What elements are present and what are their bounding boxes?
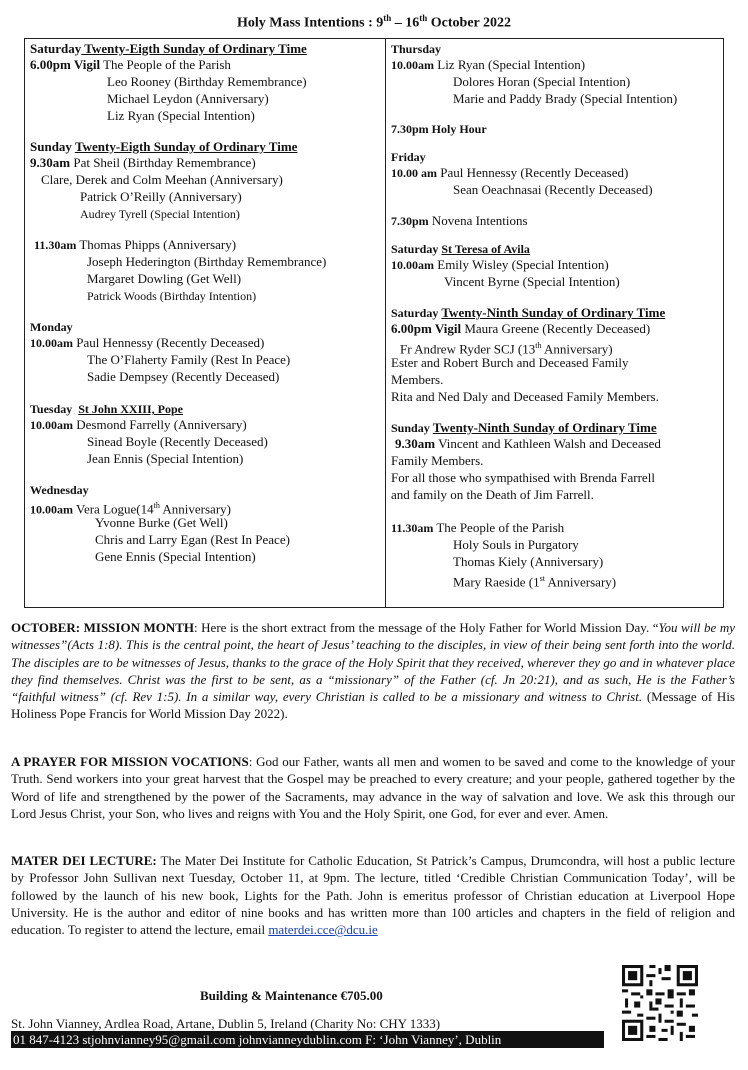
intention-line: 6.00pm Vigil Maura Greene (Recently Deceased) xyxy=(391,321,651,336)
intention-line: Jean Ennis (Special Intention) xyxy=(87,451,244,466)
sunday-heading: Sunday Twenty-Ninth Sunday of Ordinary Time xyxy=(391,420,657,435)
intention-line: Margaret Dowling (Get Well) xyxy=(87,271,242,286)
mission-heading: OCTOBER: MISSION MONTH xyxy=(11,620,195,635)
intention-line: 11.30am Thomas Phipps (Anniversary) xyxy=(34,237,237,252)
intention-line: Sean Oeachnasai (Recently Deceased) xyxy=(453,182,653,197)
intention-line: Dolores Horan (Special Intention) xyxy=(453,74,631,89)
mass-intentions-table xyxy=(24,38,724,608)
intention-line: 11.30am The People of the Parish xyxy=(391,520,565,535)
intention-line: Family Members. xyxy=(391,453,484,468)
novena-line: 7.30pm Novena Intentions xyxy=(391,213,528,228)
intention-line: 6.00pm Vigil The People of the Parish xyxy=(30,57,231,72)
intention-line: Ester and Robert Burch and Deceased Family xyxy=(391,355,629,370)
mission-month-paragraph: OCTOBER: MISSION MONTH: Here is the short extract from the message of the Holy Father for World Mission Day. “You will be my witnesses”(Acts 1:8). This is the central point, the heart of Jesus’ teaching to the disciples, in view of their being sent forth into the world. The disciples are to be witnesses of Jesus, thanks to the grace of the Holy Spirit that they received, wherever they go and in whatever place they find themselves. Christ was the first to be sent, as a “missionary” of the Father (cf. Jn 20:21), and as such, He is the Father’s “faithful witness” (cf. Rev 1:5). In a similar way, every Christian is called to be a missionary and witness to Christ. (Message of His Holiness Pope Francis for World Mission Day 2022). xyxy=(11,620,735,722)
lecture-heading: MATER DEI LECTURE: xyxy=(11,853,157,868)
holy-hour: 7.30pm Holy Hour xyxy=(391,122,487,136)
intention-line: 10.00am Paul Hennessy (Recently Deceased) xyxy=(30,335,265,350)
intention-line: Patrick O’Reilly (Anniversary) xyxy=(80,189,242,204)
intention-line: and family on the Death of Jim Farrell. xyxy=(391,487,594,502)
saturday-heading: Saturday St Teresa of Avila xyxy=(391,242,530,256)
left-column xyxy=(25,39,386,607)
prayer-heading: A PRAYER FOR MISSION VOCATIONS xyxy=(11,754,249,769)
tuesday-heading: Tuesday St John XXIII, Pope xyxy=(30,402,183,416)
building-maintenance-total: Building & Maintenance €705.00 xyxy=(200,988,383,1003)
thursday-heading: Thursday xyxy=(391,42,442,56)
intention-line: Marie and Paddy Brady (Special Intention) xyxy=(453,91,678,106)
intention-line: The O’Flaherty Family (Rest In Peace) xyxy=(87,352,291,367)
qr-code-icon[interactable] xyxy=(622,965,698,1041)
intention-line: Mary Raeside (1st Anniversary) xyxy=(453,574,617,590)
intention-line: Patrick Woods (Birthday Intention) xyxy=(87,289,257,303)
saturday-vigil-heading: Saturday Twenty-Ninth Sunday of Ordinary Time xyxy=(391,305,666,320)
intention-line: Rita and Ned Daly and Deceased Family Members. xyxy=(391,389,659,404)
intention-line: 9.30am Pat Sheil (Birthday Remembrance) xyxy=(30,155,256,170)
intention-line: Michael Leydon (Anniversary) xyxy=(107,91,269,106)
intention-line: Gene Ennis (Special Intention) xyxy=(95,549,256,564)
intention-line: 10.00am Liz Ryan (Special Intention) xyxy=(391,57,586,72)
intention-line: Joseph Hederington (Birthday Remembrance) xyxy=(87,254,327,269)
intention-line: Sinead Boyle (Recently Deceased) xyxy=(87,434,268,449)
intention-line: For all those who sympathised with Brenda Farrell xyxy=(391,470,655,485)
intention-line: 9.30am Vincent and Kathleen Walsh and Deceased xyxy=(395,436,661,451)
intention-line: 10.00am Vera Logue(14th Anniversary) xyxy=(30,501,231,517)
wednesday-heading: Wednesday xyxy=(30,483,89,497)
prayer-paragraph: A PRAYER FOR MISSION VOCATIONS: God our Father, wants all men and women to be saved and come to the knowledge of your Truth. Send workers into your great harvest that the Gospel may be preached to every creature; and your people, gathered together by the Word of life and strengthened by the power of the Sacraments, may advance in the way of salvation and love. We ask this through our Lord Jesus Christ, your Son, who lives and reigns with You and the Holy Spirit, one God, for ever and ever. Amen. xyxy=(11,754,735,821)
monday-heading: Monday xyxy=(30,320,73,334)
intention-line: Yvonne Burke (Get Well) xyxy=(95,515,228,530)
intention-line: Fr Andrew Ryder SCJ (13th Anniversary) xyxy=(400,341,613,357)
intention-line: Leo Rooney (Birthday Remembrance) xyxy=(107,74,307,89)
contact-bar: 01 847-4123 stjohnvianney95@gmail.com johnvianneydublin.com F: ‘John Vianney’, Dublin xyxy=(11,1031,604,1048)
intention-line: Thomas Kiely (Anniversary) xyxy=(453,554,604,569)
friday-heading: Friday xyxy=(391,150,426,164)
intention-line: Holy Souls in Purgatory xyxy=(453,537,579,552)
lecture-paragraph: MATER DEI LECTURE: The Mater Dei Institute for Catholic Education, St Patrick’s Campus, Drumcondra, will host a public lecture by Professor John Sullivan next Tuesday, October 11, at 9pm. The lecture, titled ‘Credible Christian Communication Today’, will be followed by the launch of his new book, Lights for the Path. John is emeritus professor of Christian education at Liverpool Hope University. He is the author and editor of nine books and has written more than 100 articles and chapters in the field of religion and education. To register to attend the lecture, email materdei.cce@dcu.ie xyxy=(11,853,736,938)
intention-line: Sadie Dempsey (Recently Deceased) xyxy=(87,369,280,384)
page-title: Holy Mass Intentions : 9th – 16th October 2022 xyxy=(237,13,511,31)
intention-line: Chris and Larry Egan (Rest In Peace) xyxy=(95,532,290,547)
right-column xyxy=(386,39,723,607)
saturday-heading: Saturday Twenty-Eigth Sunday of Ordinary Time xyxy=(30,41,307,56)
intention-line: Audrey Tyrell (Special Intention) xyxy=(80,207,240,221)
intention-line: Members. xyxy=(391,372,444,387)
intention-line: 10.00am Emily Wisley (Special Intention) xyxy=(391,257,609,272)
email-link[interactable]: materdei.cce@dcu.ie xyxy=(268,922,378,938)
intention-line: 10.00 am Paul Hennessy (Recently Deceased) xyxy=(391,165,629,180)
intention-line: Vincent Byrne (Special Intention) xyxy=(444,274,620,289)
intention-line: Liz Ryan (Special Intention) xyxy=(107,108,255,123)
sunday-heading: Sunday Twenty-Eigth Sunday of Ordinary Time xyxy=(30,139,298,154)
intention-line: 10.00am Desmond Farrelly (Anniversary) xyxy=(30,417,247,432)
intention-line: Clare, Derek and Colm Meehan (Anniversary) xyxy=(41,172,283,187)
parish-address: St. John Vianney, Ardlea Road, Artane, Dublin 5, Ireland (Charity No: CHY 1333) xyxy=(11,1016,441,1031)
